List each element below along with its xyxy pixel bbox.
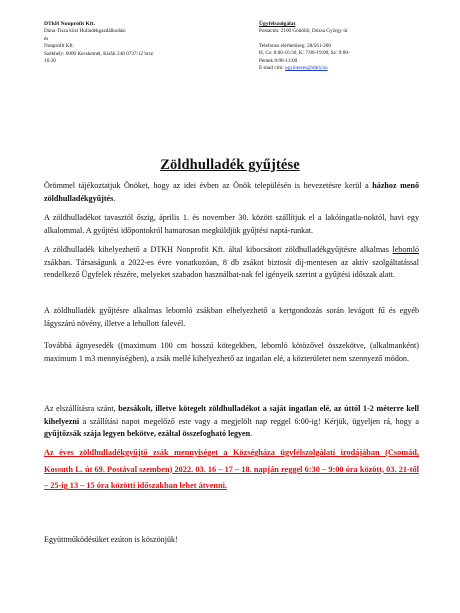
intro-text: Örömmel tájékoztatjuk Önöket, hogy az idei évben az Önök településén is bevezetésre kerül a: [44, 181, 373, 190]
bags-text-c: zsákban. Társaságunk a 2022-es évre vonatkozóan, 8 db zsákot biztosít díj-mentesen az aktív szolgáltatással rendelkező Ügyfelek részére, melyeket szabadon használhat-nak fel igényeik szerint a gyűjtési időszak alatt.: [44, 257, 419, 280]
paragraph-pickup-notice: [44, 445, 419, 495]
email-line: [259, 65, 429, 72]
email-link[interactable]: ugyintezes@dtkh.hu: [284, 65, 328, 72]
document-title: Zöldhulladék gyűjtése: [160, 157, 300, 173]
paragraph-thanks: Együttműködésüket ezúton is köszönjük!: [44, 535, 178, 544]
paragraph-branches: Továbbá ágnyesedék ((maximum 100 cm hosszú kötegekben, lebomló kötözővel összekötve, (alkalmanként) maximum 1 m3 mennyiségben), a zsák mellé kihelyezhető az ingatlan elé, a közterületet nem szennyező módon.: [44, 341, 419, 363]
paragraph-bags: [44, 244, 419, 282]
company-address: Székhely: 6000 Kecskemét, Kisfái 248 0737/12 hrsz: [44, 50, 154, 57]
company-subtitle: Duna-Tisza közi Hulladékgazdálkodási: [44, 28, 126, 35]
bags-text-a: A zöldhulladék kihelyezhető a DTKH Nonprofit Kft. által kibocsátott zöldhulladékgyűjtésre alkalmas: [44, 245, 393, 254]
company-line-6: 16:30: [44, 58, 56, 65]
placement-a: Az elszállításra szánt,: [44, 404, 119, 413]
pickup-notice-text: Az éves zöldhulladékgyűjtő zsák mennyiséget a Községháza ügyfélszolgálati irodájában (Csomád, Kossuth L. út 69. Postával szemben) 2022. 03. 16 – 17 – 18. napján reggel 6:30 – 9:00 óra között, 03. 21-től – 25-ig 13 – 15 óra közötti időszakban lehet átvenni.: [44, 448, 419, 491]
placement-bold: bezsákolt, illetve kötegelt zöldhulladékot a saját ingatlan elé, az úttól 1-2 méterre kell kihelyezni: [44, 404, 419, 426]
email-label: E-mail cím:: [259, 65, 284, 72]
company-line-4: Nonprofit Kft.: [44, 43, 74, 50]
paragraph-placement: [44, 403, 419, 441]
customer-service-block: [259, 21, 429, 72]
placement-e: .: [250, 429, 253, 439]
paragraph-schedule: A zöldhulladékot tavasztól őszig, április 1. és november 30. között szállítjuk el a lakóingatla-noktól, havi egy alkalommal. A gyűjtési időpontokról hamarosan megküldjük gyűjtési naptá-runkat.: [44, 213, 419, 235]
paragraph-intro: [44, 180, 419, 205]
intro-bold: házhoz menő zöldhulladékgyűjtés: [44, 181, 420, 203]
customer-service-title: Ügyfélszolgálat: [259, 21, 296, 27]
paragraph-contents: A zöldhulladék gyűjtésre alkalmas lebomló zsákban elhelyezhető a kertgondozás során levágott fű és egyéb lágyszárú növény, illetve a lehullott falevél.: [44, 306, 419, 328]
phone-line: Telefonos elérhetőség: 28/561-200: [259, 42, 331, 49]
placement-bold-2: gyűjtőzsák szája legyen bekötve, ezáltal összefogható legyen: [44, 429, 251, 439]
placement-c: a szállítási napot megelőző este vagy a megjelölt nap reggel 6:00-ig! Kérjük, ügyeljen rá, hogy a: [79, 416, 419, 426]
postal-address: Postacím: 2100 Gödöllő, Dózsa György út: [259, 28, 348, 35]
company-line-3: és: [44, 35, 49, 42]
intro-end: .: [113, 193, 116, 203]
sender-block: [44, 21, 244, 65]
opening-hours-2: Péntek 8:00-13:00: [259, 57, 298, 64]
opening-hours-1: H, Cs: 8:00-16:30, K: 7:00-19:00, Sz: 9:00-: [259, 50, 350, 57]
company-name: DTkH Nonprofit Kft.: [44, 21, 96, 27]
bags-underlined: lebomló: [392, 245, 419, 254]
